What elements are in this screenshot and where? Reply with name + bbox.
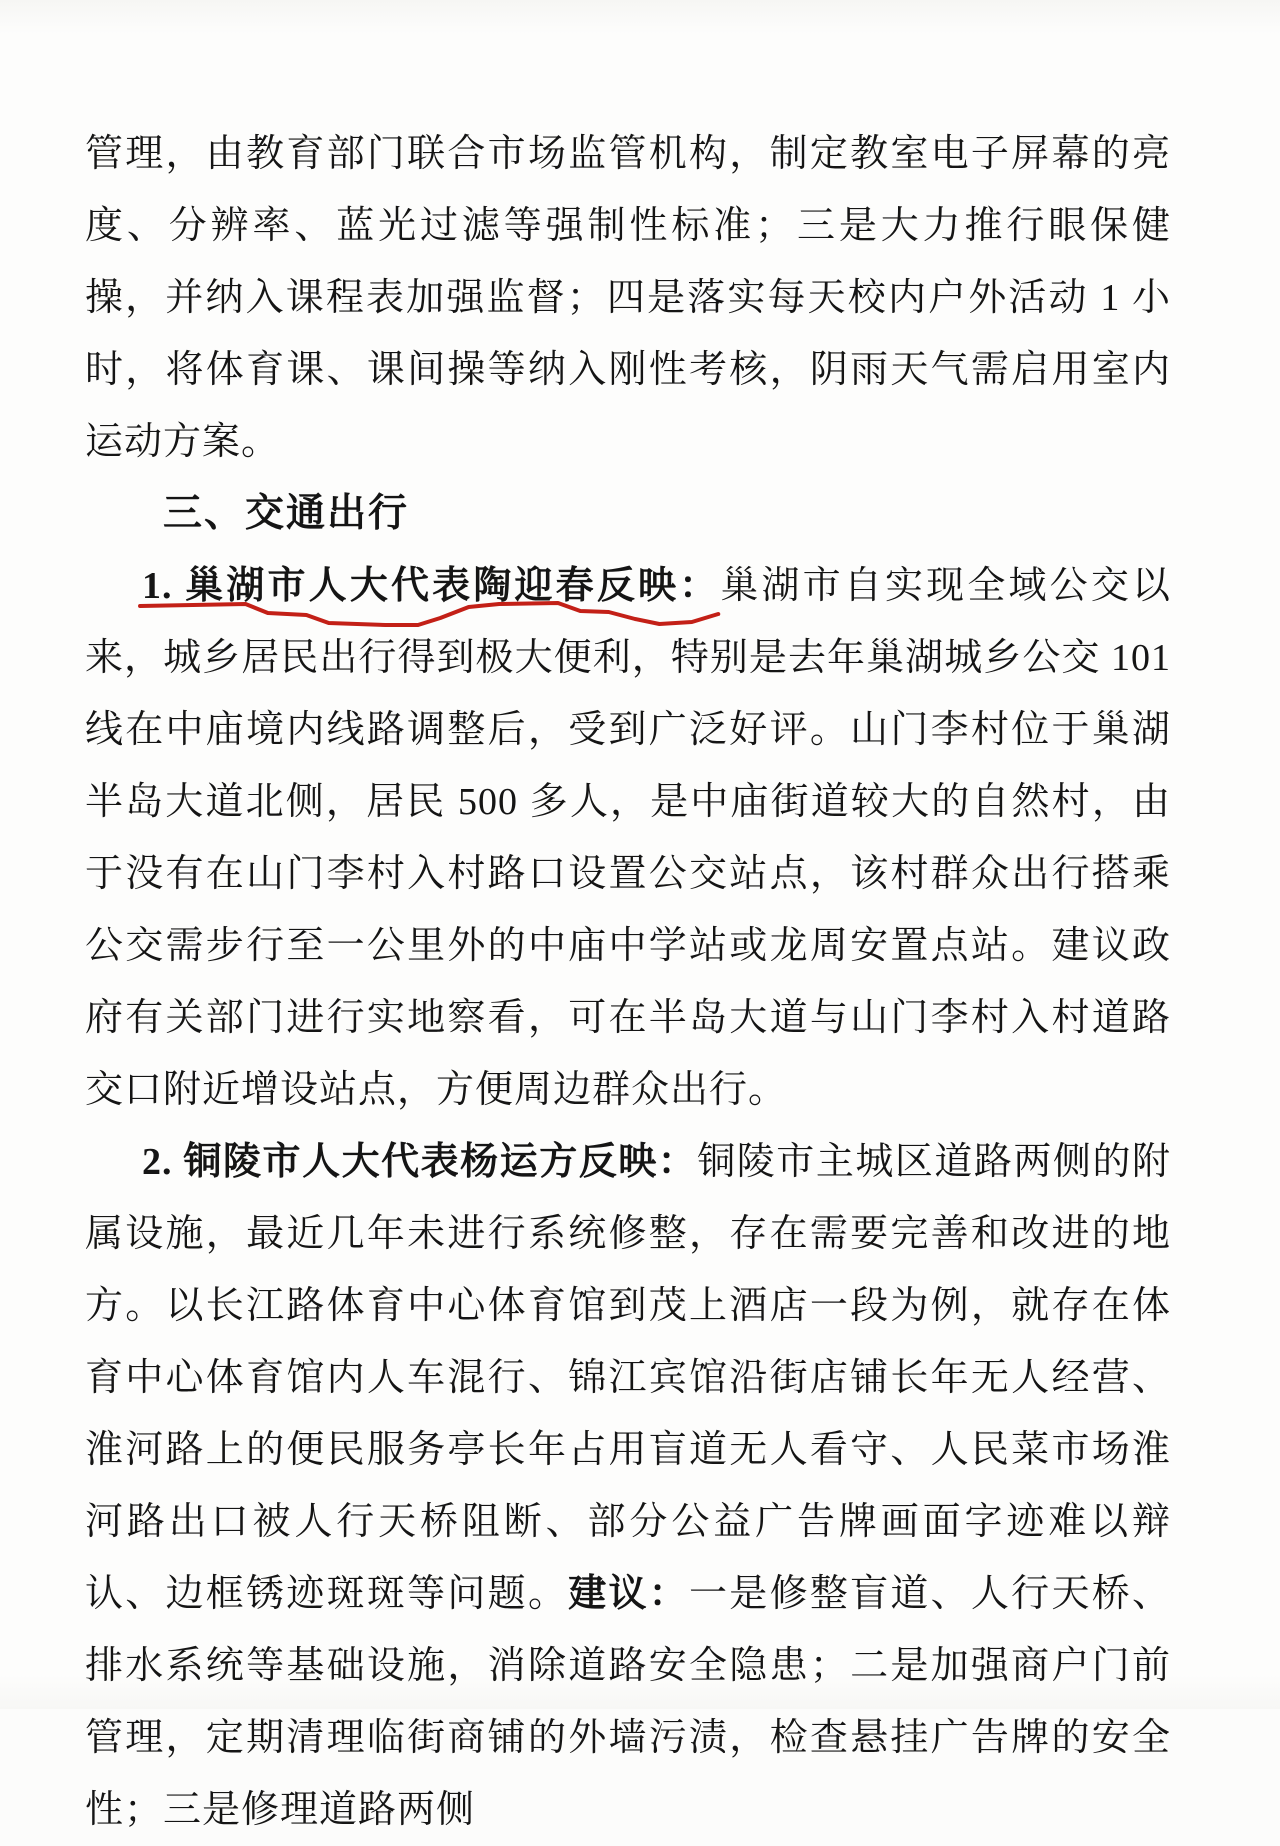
item-2-suggestion-label: 建议： bbox=[568, 1573, 690, 1615]
item-2-lead: 2. 铜陵市人大代表杨运方反映： bbox=[142, 1141, 698, 1183]
item-1-body-text: 巢湖市自实现全域公交以来，城乡居民出行得到极大便利，特别是去年巢湖城乡公交 101 线在中庙境内线路调整后，受到广泛好评。山门李村位于巢湖半岛大道北侧，居民 500 多人，是中庙街道较大的自然村，由于没有在山门李村入村路口设置公交站点，该村群众出行搭乘公交需步行至一公里外的中庙中学站或龙周安置点站。建议政府有关部门进行实地察看，可在半岛大道与山门李村入村道路交口附近增设站点，方便周边群众出行。 bbox=[85, 565, 1171, 1111]
item-2-body-text-2: 一是修整盲道、人行天桥、排水系统等基础设施，消除道路安全隐患；二是加强商户门前管理，定期清理临街商铺的外墙污渍，检查悬挂广告牌的安全性；三是修理道路两侧 bbox=[85, 1573, 1171, 1831]
paragraph-continuation bbox=[85, 118, 1171, 478]
item-2-paragraph bbox=[85, 1126, 1171, 1846]
item-1-lead bbox=[142, 565, 720, 607]
section-heading-transportation: 三、交通出行 bbox=[163, 492, 410, 535]
document-text-block bbox=[85, 118, 1171, 1846]
item-1-lead-text: 1. 巢湖市人大代表陶迎春反映： bbox=[142, 565, 721, 607]
paragraph-continuation-text: 管理，由教育部门联合市场监管机构，制定教室电子屏幕的亮度、分辨率、蓝光过滤等强制性标准；三是大力推行眼保健操，并纳入课程表加强监督；四是落实每天校内户外活动 1 小时，将体育课、课间操等纳入刚性考核，阴雨天气需启用室内运动方案。 bbox=[85, 133, 1171, 463]
item-1-paragraph bbox=[85, 550, 1171, 1126]
item-2-body-text-1: 铜陵市主城区道路两侧的附属设施，最近几年未进行系统修整，存在需要完善和改进的地方。以长江路体育中心体育馆到茂上酒店一段为例，就存在体育中心体育馆内人车混行、锦江宾馆沿街店铺长年无人经营、淮河路上的便民服务亭长年占用盲道无人看守、人民菜市场淮河路出口被人行天桥阻断、部分公益广告牌画面字迹难以辩认、边框锈迹斑斑等问题。 bbox=[85, 1141, 1171, 1615]
